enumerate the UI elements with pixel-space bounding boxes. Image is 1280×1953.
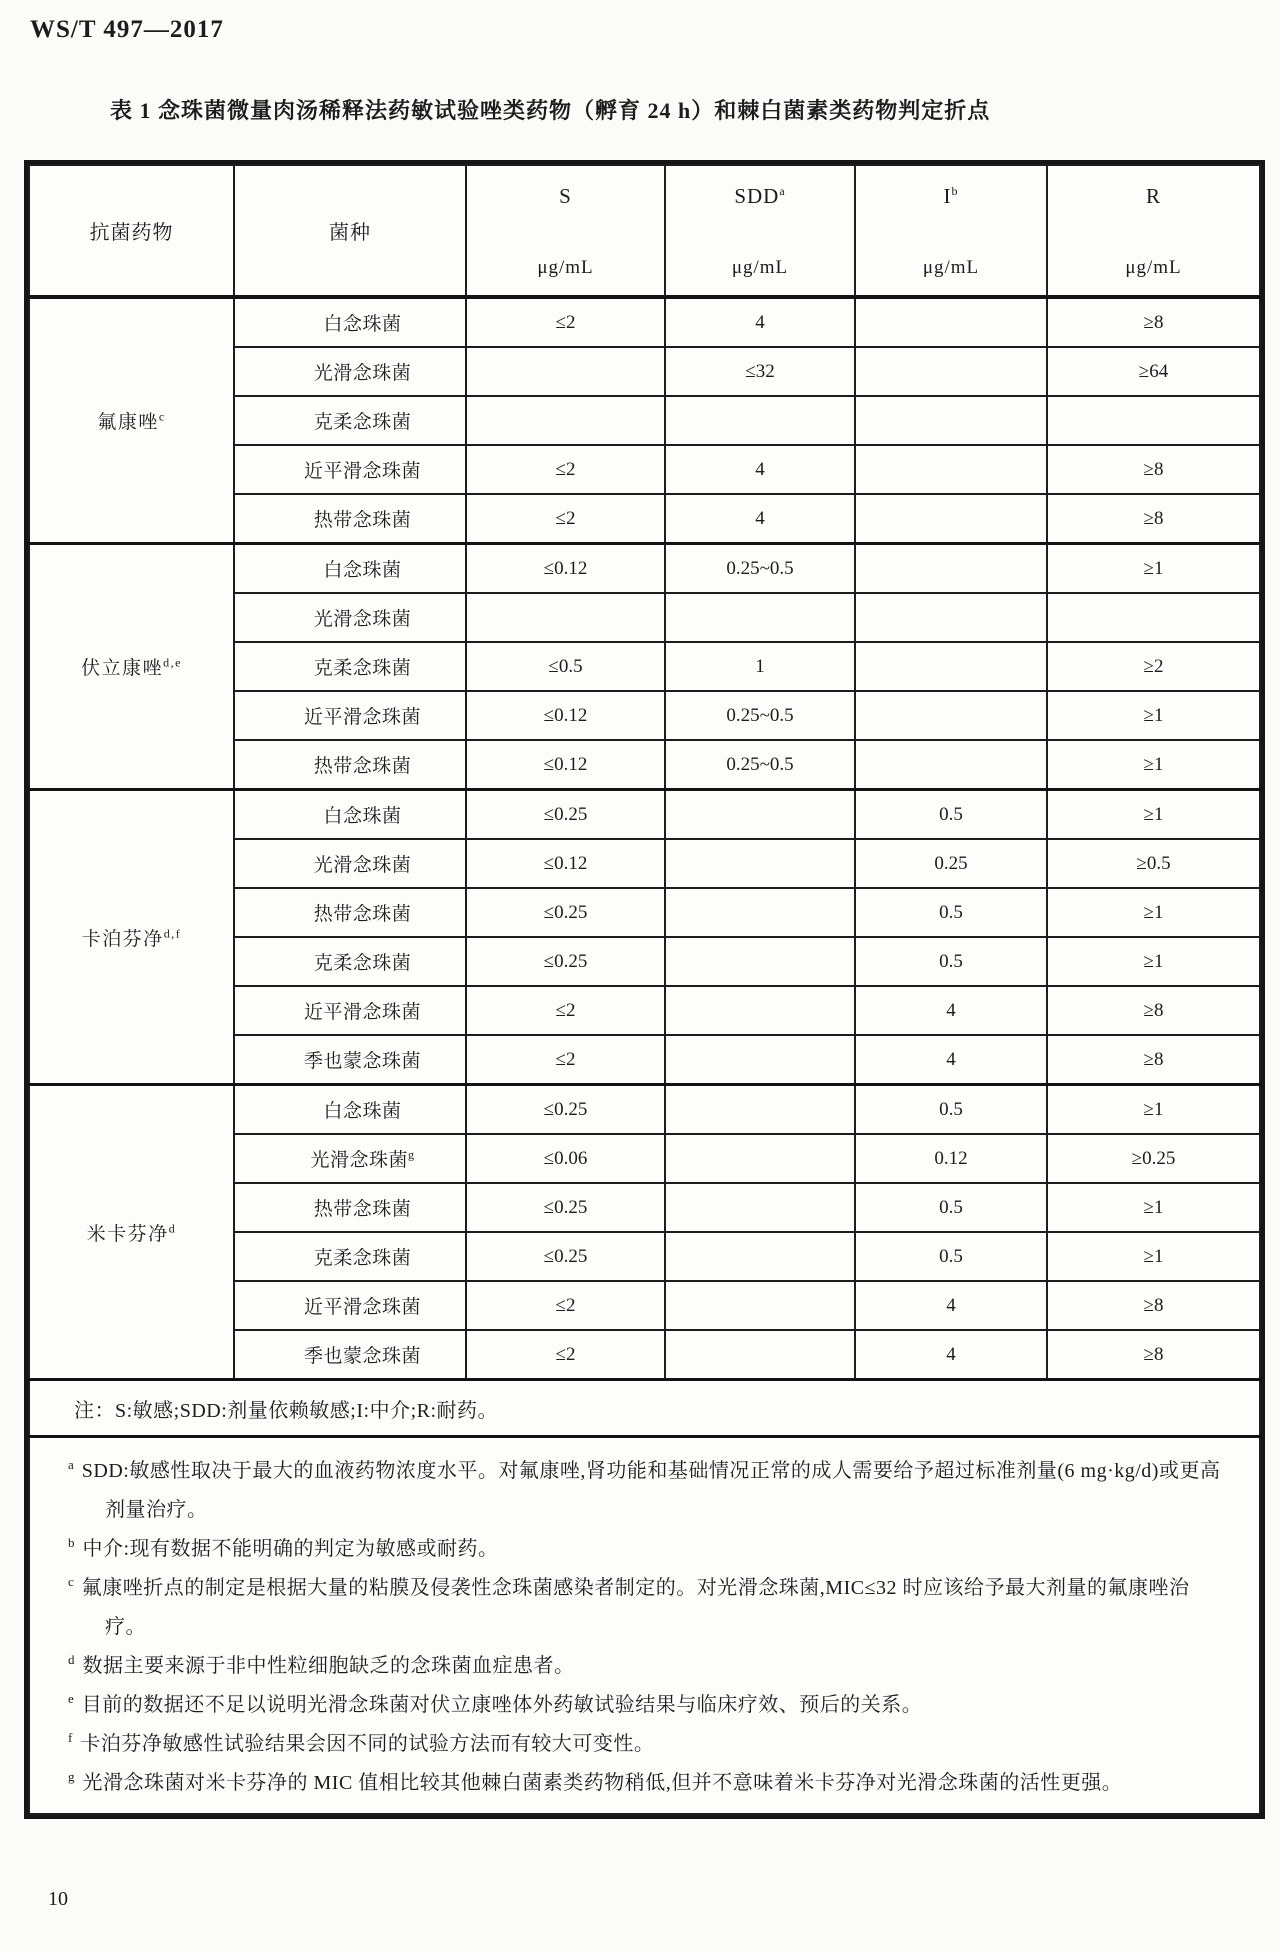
col-header-s-unit: μg/mL xyxy=(537,257,594,278)
i-value-cell xyxy=(855,642,1047,691)
sdd-value-cell: 0.25~0.5 xyxy=(665,740,855,790)
r-value-cell: ≥1 xyxy=(1047,1232,1260,1281)
s-value-cell: ≤0.25 xyxy=(466,790,665,840)
footnote-row xyxy=(29,1437,1260,1815)
sdd-value-cell xyxy=(665,1134,855,1183)
s-value-cell: ≤0.25 xyxy=(466,888,665,937)
s-value-cell: ≤2 xyxy=(466,1330,665,1380)
sdd-value-cell xyxy=(665,937,855,986)
species-name: 白念珠菌 xyxy=(323,560,402,581)
species-name: 季也蒙念珠菌 xyxy=(303,1051,421,1072)
table-row xyxy=(29,297,1260,347)
species-cell xyxy=(234,986,466,1035)
table-row xyxy=(29,1085,1260,1135)
sdd-value-cell xyxy=(665,888,855,937)
s-value-cell: ≤2 xyxy=(466,1281,665,1330)
sdd-value-cell: ≤32 xyxy=(665,347,855,396)
s-value-cell: ≤0.25 xyxy=(466,1085,665,1135)
s-value-cell xyxy=(466,396,665,445)
drug-name: 卡泊芬净 xyxy=(81,928,164,950)
col-header-sdd-unit: μg/mL xyxy=(731,257,789,278)
sdd-value-cell xyxy=(665,1035,855,1085)
footnote-text: 光滑念珠菌对米卡芬净的 MIC 值相比较其他棘白菌素类药物稍低,但并不意味着米卡芬净对光滑念珠菌的活性更强。 xyxy=(77,1772,1123,1794)
species-cell xyxy=(234,544,466,594)
footnote-marker: e xyxy=(68,1691,75,1707)
col-header-r xyxy=(1047,165,1260,297)
r-value-cell: ≥0.5 xyxy=(1047,839,1260,888)
col-header-sdd xyxy=(665,165,855,297)
species-name: 光滑念珠菌 xyxy=(310,1150,408,1171)
footnote-marker: g xyxy=(68,1769,75,1785)
drug-name: 伏立康唑 xyxy=(81,658,164,679)
species-cell xyxy=(234,642,466,691)
sdd-value-cell xyxy=(665,839,855,888)
i-value-cell: 0.5 xyxy=(855,937,1047,986)
table-body xyxy=(29,297,1260,1380)
col-header-i xyxy=(855,165,1047,297)
footnote-item xyxy=(30,1686,1221,1725)
i-value-cell: 0.25 xyxy=(855,839,1047,888)
i-value-cell xyxy=(855,494,1047,544)
s-value-cell: ≤0.06 xyxy=(466,1134,665,1183)
species-name: 克柔念珠菌 xyxy=(313,953,412,974)
species-name: 季也蒙念珠菌 xyxy=(303,1346,421,1367)
footnote-marker: c xyxy=(68,1574,75,1590)
s-value-cell: ≤0.12 xyxy=(466,839,665,888)
i-value-cell: 0.5 xyxy=(855,1085,1047,1135)
species-name: 热带念珠菌 xyxy=(313,756,412,777)
footnotes xyxy=(30,1452,1221,1803)
drug-footnote-marker: d xyxy=(168,1221,177,1236)
col-header-drug xyxy=(29,165,234,297)
r-value-cell: ≥0.25 xyxy=(1047,1134,1260,1183)
i-value-cell: 4 xyxy=(855,986,1047,1035)
footnote-text: 目前的数据还不足以说明光滑念珠菌对伏立康唑体外药敏试验结果与临床疗效、预后的关系。 xyxy=(76,1694,923,1716)
sdd-value-cell xyxy=(665,396,855,445)
species-cell xyxy=(234,1035,466,1085)
table-header-row xyxy=(29,165,1260,297)
footnote-text: 数据主要来源于非中性粒细胞缺乏的念珠菌血症患者。 xyxy=(77,1655,575,1677)
i-value-cell: 4 xyxy=(855,1330,1047,1380)
antifungal-drug-cell xyxy=(29,297,234,544)
r-value-cell: ≥8 xyxy=(1047,494,1260,544)
i-value-cell: 4 xyxy=(855,1035,1047,1085)
footnote-item xyxy=(30,1764,1221,1803)
drug-footnote-marker: c xyxy=(158,409,166,424)
species-cell xyxy=(234,347,466,396)
species-name: 光滑念珠菌 xyxy=(313,363,412,384)
footnote-text: 卡泊芬净敏感性试验结果会因不同的试验方法而有较大可变性。 xyxy=(74,1733,655,1755)
col-header-i-unit: μg/mL xyxy=(922,257,980,278)
footnote-item xyxy=(30,1530,1221,1569)
r-value-cell: ≥1 xyxy=(1047,1085,1260,1135)
species-name: 克柔念珠菌 xyxy=(313,1248,412,1269)
species-cell xyxy=(234,396,466,445)
s-value-cell: ≤0.12 xyxy=(466,691,665,740)
sdd-value-cell xyxy=(665,1183,855,1232)
antifungal-drug-cell xyxy=(29,544,234,790)
species-cell xyxy=(234,1232,466,1281)
footnote-item xyxy=(30,1569,1221,1647)
i-value-cell xyxy=(855,691,1047,740)
sdd-value-cell xyxy=(665,986,855,1035)
i-value-cell: 0.5 xyxy=(855,1183,1047,1232)
species-cell xyxy=(234,790,466,840)
col-header-species-label: 菌种 xyxy=(329,222,371,244)
sdd-value-cell xyxy=(665,1281,855,1330)
note-row xyxy=(29,1380,1260,1437)
col-header-r-label: R xyxy=(1145,184,1161,208)
s-value-cell: ≤2 xyxy=(466,494,665,544)
drug-name: 氟康唑 xyxy=(97,412,159,433)
drug-name: 米卡芬净 xyxy=(86,1223,169,1245)
species-cell xyxy=(234,937,466,986)
antifungal-drug-cell xyxy=(29,1085,234,1380)
footnote-marker: f xyxy=(68,1730,73,1746)
s-value-cell: ≤0.25 xyxy=(466,1232,665,1281)
col-header-sdd-label: SDD$^a$ xyxy=(734,184,786,208)
s-value-cell: ≤2 xyxy=(466,1035,665,1085)
species-name: 热带念珠菌 xyxy=(313,1199,412,1220)
table-row xyxy=(29,790,1260,840)
col-header-i-label: $I^b$ xyxy=(943,184,959,208)
species-name: 热带念珠菌 xyxy=(313,510,412,531)
r-value-cell: ≥8 xyxy=(1047,1330,1260,1380)
sdd-value-cell xyxy=(665,1085,855,1135)
species-cell xyxy=(234,593,466,642)
footnote-marker: b xyxy=(68,1535,75,1551)
s-value-cell: ≤0.12 xyxy=(466,740,665,790)
antifungal-drug-cell xyxy=(29,790,234,1085)
species-cell xyxy=(234,888,466,937)
footnote-text: SDD:敏感性取决于最大的血液药物浓度水平。对氟康唑,肾功能和基础情况正常的成人需要给予超过标准剂量(6 mg·kg/d)或更高剂量治疗。 xyxy=(76,1460,1221,1521)
sdd-value-cell: 0.25~0.5 xyxy=(665,691,855,740)
table-note: 注：S:敏感;SDD:剂量依赖敏感;I:中介;R:耐药。 xyxy=(29,1380,1260,1437)
species-name: 近平滑念珠菌 xyxy=(303,461,421,482)
s-value-cell xyxy=(466,593,665,642)
col-header-species xyxy=(234,165,466,297)
species-name: 克柔念珠菌 xyxy=(313,412,412,433)
i-value-cell: 0.5 xyxy=(855,1232,1047,1281)
i-value-cell xyxy=(855,593,1047,642)
footnote-marker: a xyxy=(68,1457,75,1473)
col-header-drug-label: 抗菌药物 xyxy=(89,222,174,244)
footnote-cell xyxy=(29,1437,1260,1815)
i-value-cell xyxy=(855,297,1047,347)
i-value-cell xyxy=(855,740,1047,790)
sdd-value-cell: 4 xyxy=(665,494,855,544)
r-value-cell: ≥1 xyxy=(1047,740,1260,790)
table-row xyxy=(29,544,1260,594)
sdd-value-cell xyxy=(665,790,855,840)
footnote-item xyxy=(30,1725,1221,1764)
sdd-value-cell: 0.25~0.5 xyxy=(665,544,855,594)
i-value-cell xyxy=(855,445,1047,494)
table-foot xyxy=(29,1380,1260,1815)
r-value-cell: ≥1 xyxy=(1047,544,1260,594)
r-value-cell: ≥8 xyxy=(1047,1035,1260,1085)
i-value-cell xyxy=(855,396,1047,445)
sdd-value-cell xyxy=(665,593,855,642)
i-value-cell xyxy=(855,347,1047,396)
footnote-marker: d xyxy=(68,1652,75,1668)
table-title: 表 1 念珠菌微量肉汤稀释法药敏试验唑类药物（孵育 24 h）和棘白菌素类药物判定折点 xyxy=(110,98,991,123)
footnote-item xyxy=(30,1452,1221,1530)
species-name: 近平滑念珠菌 xyxy=(303,1297,421,1318)
r-value-cell: ≥8 xyxy=(1047,297,1260,347)
species-cell xyxy=(234,297,466,347)
s-value-cell: ≤2 xyxy=(466,445,665,494)
species-name: 光滑念珠菌 xyxy=(313,609,412,630)
s-value-cell xyxy=(466,347,665,396)
document-code: WS/T 497—2017 xyxy=(30,16,224,43)
breakpoint-table xyxy=(24,160,1265,1819)
i-value-cell xyxy=(855,544,1047,594)
species-cell xyxy=(234,839,466,888)
r-value-cell: ≥2 xyxy=(1047,642,1260,691)
species-cell xyxy=(234,494,466,544)
r-value-cell xyxy=(1047,593,1260,642)
footnote-text: 氟康唑折点的制定是根据大量的粘膜及侵袭性念珠菌感染者制定的。对光滑念珠菌,MIC≤32 时应该给予最大剂量的氟康唑治疗。 xyxy=(76,1577,1190,1638)
drug-footnote-marker: d,f xyxy=(163,926,182,941)
i-value-cell: 0.5 xyxy=(855,888,1047,937)
r-value-cell: ≥1 xyxy=(1047,790,1260,840)
sdd-value-cell xyxy=(665,1330,855,1380)
species-cell xyxy=(234,1281,466,1330)
breakpoint-table-grid xyxy=(28,164,1261,1815)
r-value-cell: ≥1 xyxy=(1047,888,1260,937)
species-name: 热带念珠菌 xyxy=(313,904,412,925)
col-header-s xyxy=(466,165,665,297)
r-value-cell: ≥8 xyxy=(1047,1281,1260,1330)
footnote-text: 中介:现有数据不能明确的判定为敏感或耐药。 xyxy=(77,1538,499,1560)
species-cell xyxy=(234,445,466,494)
sdd-value-cell: 1 xyxy=(665,642,855,691)
col-header-s-label: S xyxy=(559,184,572,208)
s-value-cell: ≤0.25 xyxy=(466,1183,665,1232)
sdd-value-cell: 4 xyxy=(665,297,855,347)
species-name: 白念珠菌 xyxy=(323,1101,402,1122)
r-value-cell: ≥8 xyxy=(1047,986,1260,1035)
species-cell xyxy=(234,1085,466,1135)
species-name: 白念珠菌 xyxy=(323,314,402,335)
species-cell xyxy=(234,1330,466,1380)
r-value-cell: ≥1 xyxy=(1047,1183,1260,1232)
r-value-cell xyxy=(1047,396,1260,445)
i-value-cell: 4 xyxy=(855,1281,1047,1330)
species-name: 克柔念珠菌 xyxy=(313,658,412,679)
s-value-cell: ≤2 xyxy=(466,986,665,1035)
sdd-value-cell: 4 xyxy=(665,445,855,494)
page-number: 10 xyxy=(48,1888,68,1910)
species-cell xyxy=(234,1134,466,1183)
sdd-value-cell xyxy=(665,1232,855,1281)
r-value-cell: ≥8 xyxy=(1047,445,1260,494)
col-header-r-unit: μg/mL xyxy=(1125,257,1182,278)
species-cell xyxy=(234,740,466,790)
i-value-cell: 0.5 xyxy=(855,790,1047,840)
species-name: 白念珠菌 xyxy=(323,806,402,827)
r-value-cell: ≥1 xyxy=(1047,937,1260,986)
species-footnote-marker: g xyxy=(408,1147,415,1162)
r-value-cell: ≥64 xyxy=(1047,347,1260,396)
i-value-cell: 0.12 xyxy=(855,1134,1047,1183)
drug-footnote-marker: d,e xyxy=(163,655,182,670)
species-name: 光滑念珠菌 xyxy=(313,855,412,876)
s-value-cell: ≤0.12 xyxy=(466,544,665,594)
species-name: 近平滑念珠菌 xyxy=(303,1002,421,1023)
s-value-cell: ≤2 xyxy=(466,297,665,347)
species-name: 近平滑念珠菌 xyxy=(303,707,421,728)
s-value-cell: ≤0.25 xyxy=(466,937,665,986)
r-value-cell: ≥1 xyxy=(1047,691,1260,740)
species-cell xyxy=(234,1183,466,1232)
footnote-item xyxy=(30,1647,1221,1686)
species-cell xyxy=(234,691,466,740)
s-value-cell: ≤0.5 xyxy=(466,642,665,691)
